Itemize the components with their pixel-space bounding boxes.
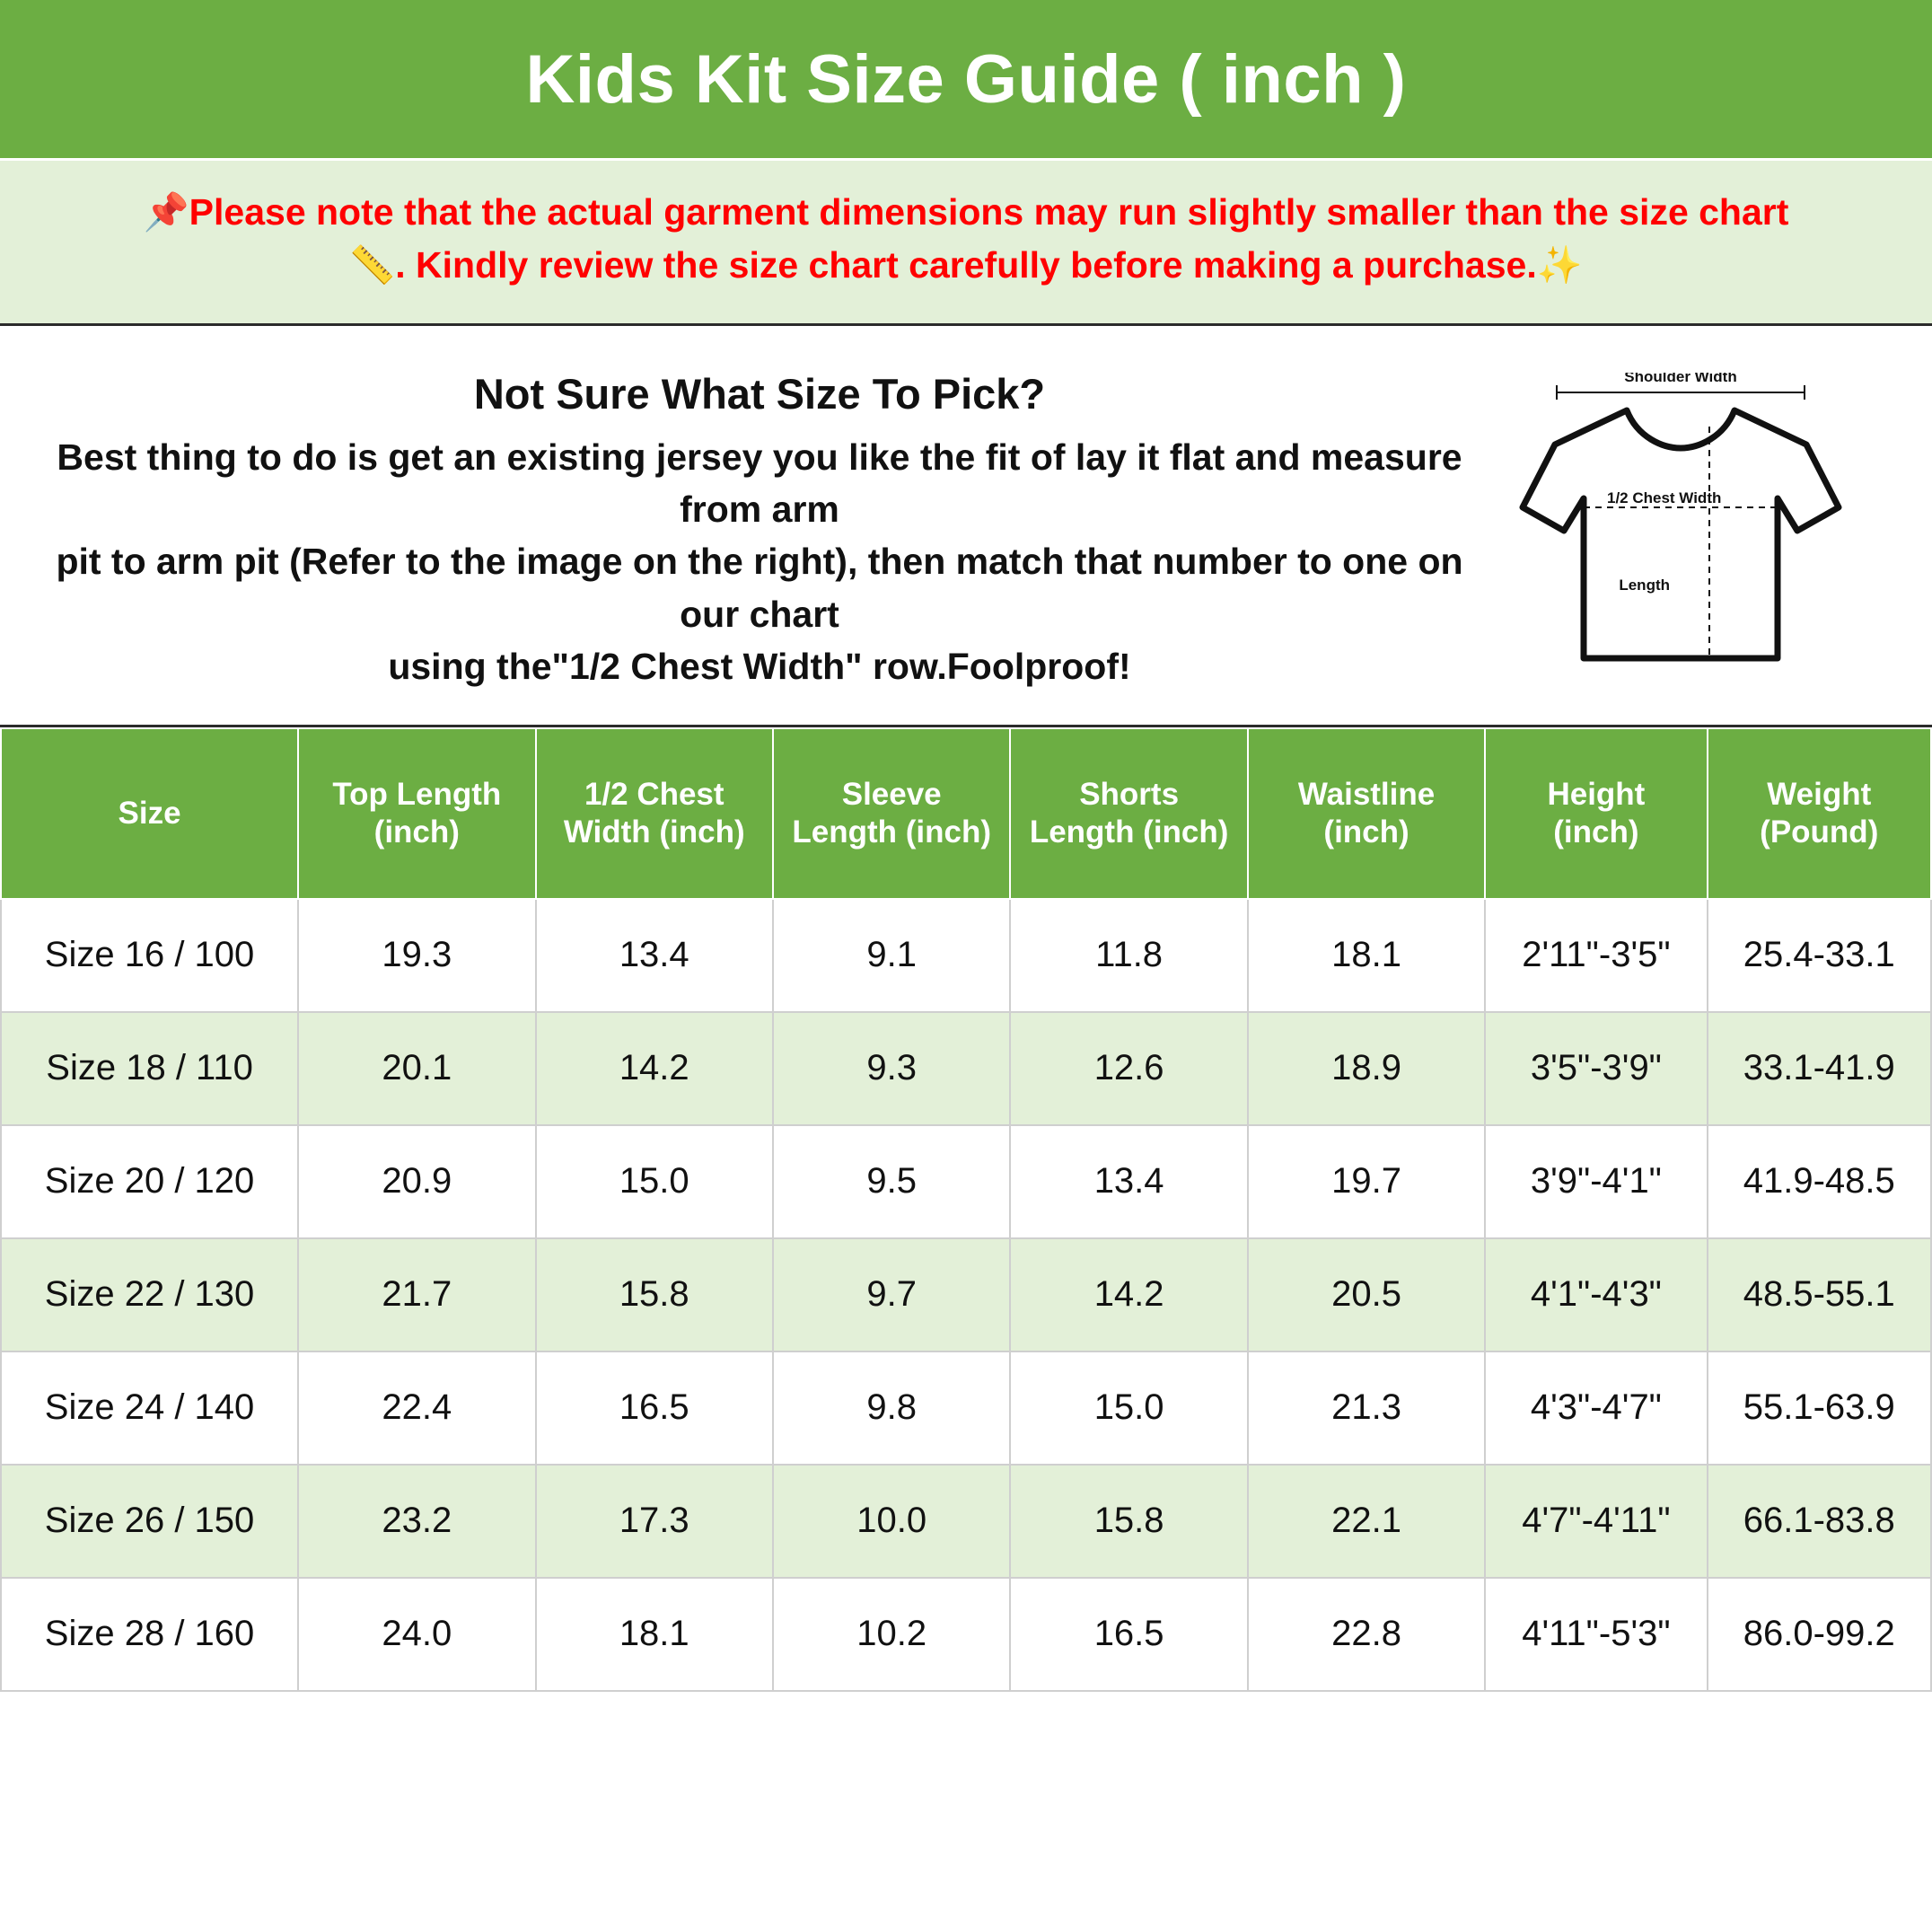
- cell-top-length: 19.3: [298, 899, 535, 1012]
- cell-sleeve-length: 9.3: [773, 1012, 1010, 1125]
- cell-sleeve-length: 9.1: [773, 899, 1010, 1012]
- info-body-line-3: using the"1/2 Chest Width" row.Foolproof!: [388, 645, 1131, 687]
- cell-height: 4'1"-4'3": [1485, 1238, 1707, 1351]
- info-heading: Not Sure What Size To Pick?: [473, 369, 1046, 418]
- cell-waistline: 21.3: [1248, 1351, 1485, 1465]
- table-row: [1, 899, 1931, 1012]
- cell-shorts-length: 11.8: [1010, 899, 1247, 1012]
- cell-weight: 66.1-83.8: [1708, 1465, 1931, 1578]
- cell-size: Size 28 / 160: [1, 1578, 298, 1691]
- tshirt-icon: [1501, 373, 1860, 678]
- cell-top-length: 24.0: [298, 1578, 535, 1691]
- column-header-size: Size: [1, 728, 298, 899]
- cell-size: Size 18 / 110: [1, 1012, 298, 1125]
- cell-shorts-length: 15.0: [1010, 1351, 1247, 1465]
- cell-shorts-length: 15.8: [1010, 1465, 1247, 1578]
- cell-waistline: 18.9: [1248, 1012, 1485, 1125]
- size-chart-table: [0, 727, 1932, 1692]
- cell-shorts-length: 13.4: [1010, 1125, 1247, 1238]
- table-header-row: [1, 728, 1931, 899]
- cell-weight: 48.5-55.1: [1708, 1238, 1931, 1351]
- cell-waistline: 18.1: [1248, 899, 1485, 1012]
- note-line-2: [36, 239, 1896, 292]
- tshirt-measurement-diagram: [1501, 373, 1860, 682]
- cell-shorts-length: 12.6: [1010, 1012, 1247, 1125]
- note-line-1: [36, 186, 1896, 239]
- info-text-block: [18, 369, 1501, 692]
- page-title: Kids Kit Size Guide ( inch ): [525, 40, 1407, 118]
- cell-height: 4'11"-5'3": [1485, 1578, 1707, 1691]
- cell-top-length: 20.9: [298, 1125, 535, 1238]
- cell-waistline: 20.5: [1248, 1238, 1485, 1351]
- cell-half-chest-width: 15.0: [536, 1125, 773, 1238]
- cell-weight: 86.0-99.2: [1708, 1578, 1931, 1691]
- cell-sleeve-length: 9.8: [773, 1351, 1010, 1465]
- note-text-2: . Kindly review the size chart carefully before making a purchase.: [395, 244, 1537, 286]
- cell-shorts-length: 14.2: [1010, 1238, 1247, 1351]
- cell-size: Size 24 / 140: [1, 1351, 298, 1465]
- cell-waistline: 19.7: [1248, 1125, 1485, 1238]
- cell-top-length: 22.4: [298, 1351, 535, 1465]
- info-section: [0, 326, 1932, 727]
- cell-waistline: 22.1: [1248, 1465, 1485, 1578]
- cell-half-chest-width: 17.3: [536, 1465, 773, 1578]
- svg-text:1/2 Chest Width: 1/2 Chest Width: [1607, 489, 1722, 506]
- column-header-waistline: Waistline (inch): [1248, 728, 1485, 899]
- svg-text:Length: Length: [1619, 576, 1670, 594]
- cell-size: Size 26 / 150: [1, 1465, 298, 1578]
- column-header-weight: Weight (Pound): [1708, 728, 1931, 899]
- svg-text:Shoulder Width: Shoulder Width: [1624, 372, 1737, 385]
- cell-height: 2'11"-3'5": [1485, 899, 1707, 1012]
- cell-half-chest-width: 18.1: [536, 1578, 773, 1691]
- pushpin-icon: 📌: [143, 190, 189, 233]
- cell-height: 3'9"-4'1": [1485, 1125, 1707, 1238]
- cell-top-length: 20.1: [298, 1012, 535, 1125]
- table-body: [1, 899, 1931, 1691]
- cell-half-chest-width: 15.8: [536, 1238, 773, 1351]
- sparkles-icon: ✨: [1536, 243, 1583, 287]
- info-body-line-2: pit to arm pit (Refer to the image on the right), then match that number to one on our chart: [56, 541, 1463, 635]
- cell-height: 4'7"-4'11": [1485, 1465, 1707, 1578]
- cell-height: 3'5"-3'9": [1485, 1012, 1707, 1125]
- table-row: [1, 1012, 1931, 1125]
- cell-size: Size 22 / 130: [1, 1238, 298, 1351]
- cell-weight: 33.1-41.9: [1708, 1012, 1931, 1125]
- table-row: [1, 1578, 1931, 1691]
- column-header-top-length: Top Length (inch): [298, 728, 535, 899]
- column-header-shorts-length: Shorts Length (inch): [1010, 728, 1247, 899]
- cell-sleeve-length: 9.7: [773, 1238, 1010, 1351]
- cell-sleeve-length: 9.5: [773, 1125, 1010, 1238]
- cell-top-length: 23.2: [298, 1465, 535, 1578]
- table-row: [1, 1465, 1931, 1578]
- cell-top-length: 21.7: [298, 1238, 535, 1351]
- info-body-line-1: Best thing to do is get an existing jersey you like the fit of lay it flat and measure from arm: [57, 436, 1462, 531]
- table-row: [1, 1125, 1931, 1238]
- column-header-height: Height (inch): [1485, 728, 1707, 899]
- cell-height: 4'3"-4'7": [1485, 1351, 1707, 1465]
- cell-size: Size 16 / 100: [1, 899, 298, 1012]
- cell-weight: 55.1-63.9: [1708, 1351, 1931, 1465]
- cell-half-chest-width: 16.5: [536, 1351, 773, 1465]
- cell-half-chest-width: 14.2: [536, 1012, 773, 1125]
- column-header-half-chest-width: 1/2 Chest Width (inch): [536, 728, 773, 899]
- ruler-icon: 📏: [349, 243, 396, 287]
- cell-weight: 41.9-48.5: [1708, 1125, 1931, 1238]
- table-row: [1, 1238, 1931, 1351]
- page-header: [0, 0, 1932, 161]
- cell-weight: 25.4-33.1: [1708, 899, 1931, 1012]
- cell-waistline: 22.8: [1248, 1578, 1485, 1691]
- table-row: [1, 1351, 1931, 1465]
- cell-sleeve-length: 10.0: [773, 1465, 1010, 1578]
- note-text-1: Please note that the actual garment dimensions may run slightly smaller than the size chart: [189, 191, 1789, 233]
- cell-size: Size 20 / 120: [1, 1125, 298, 1238]
- table-header: [1, 728, 1931, 899]
- cell-shorts-length: 16.5: [1010, 1578, 1247, 1691]
- cell-half-chest-width: 13.4: [536, 899, 773, 1012]
- cell-sleeve-length: 10.2: [773, 1578, 1010, 1691]
- note-banner: [0, 161, 1932, 326]
- column-header-sleeve-length: Sleeve Length (inch): [773, 728, 1010, 899]
